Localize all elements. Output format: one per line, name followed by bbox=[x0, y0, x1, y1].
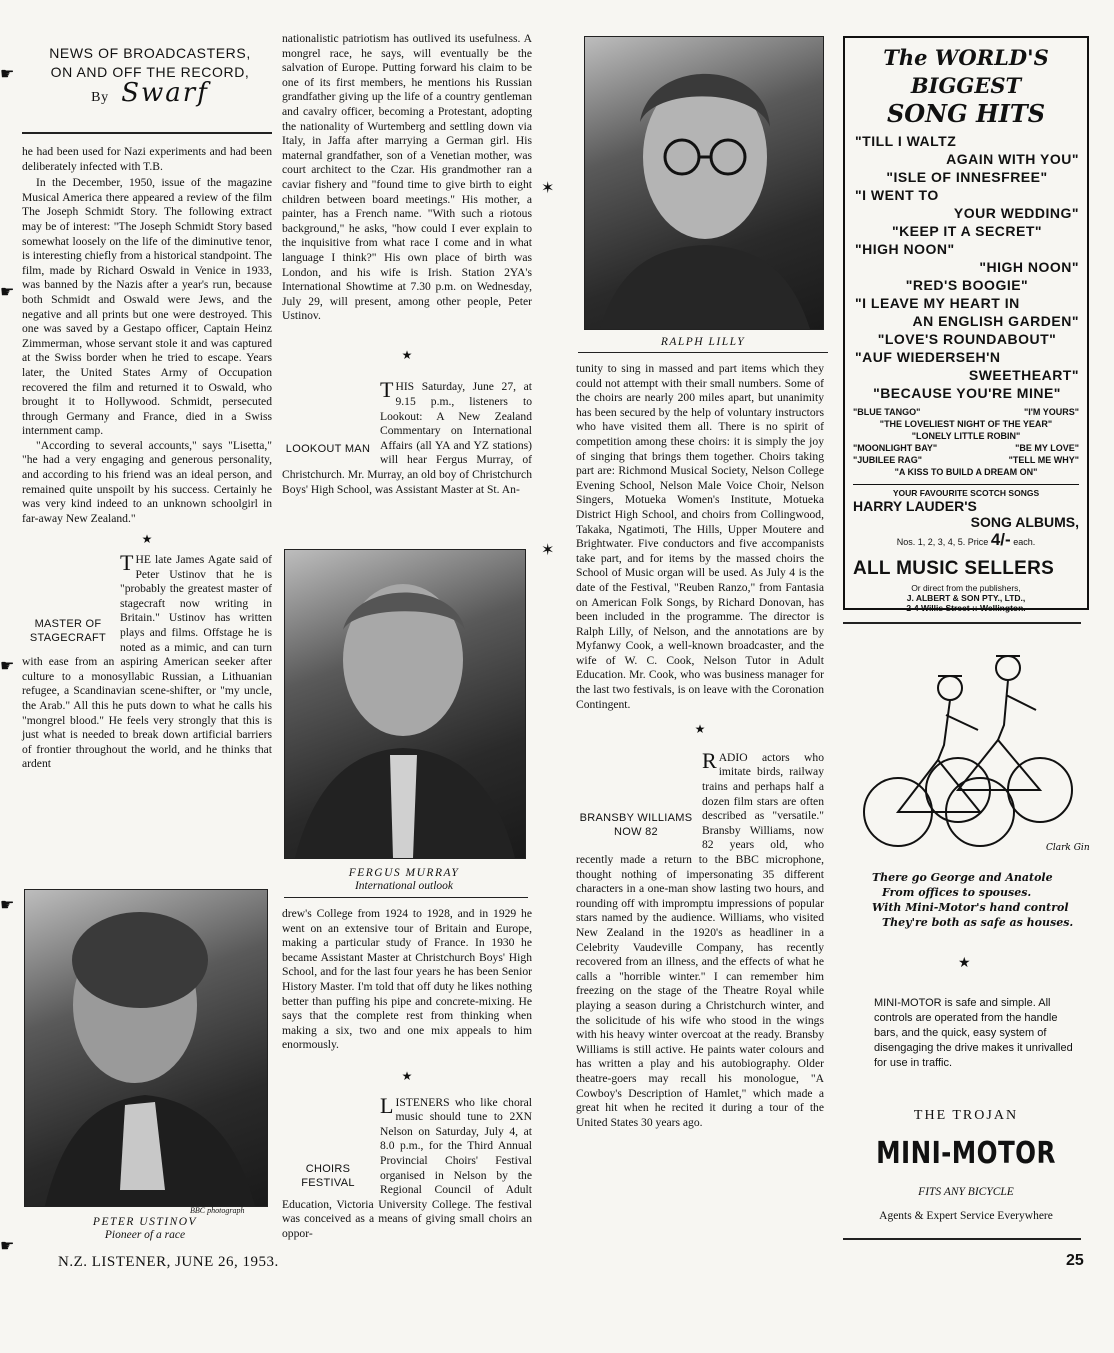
song-list bbox=[845, 128, 1087, 402]
ralph-lilly-caption bbox=[584, 336, 822, 349]
the-trojan: THE TROJAN bbox=[913, 1108, 1019, 1123]
lauder-line-1: HARRY LAUDER'S bbox=[853, 498, 977, 514]
author-signature: Swarf bbox=[121, 78, 209, 108]
peter-ustinov-caption bbox=[24, 1216, 266, 1242]
side-heading-master-of-stagecraft: MASTER OF STAGECRAFT bbox=[29, 618, 107, 645]
song-title: YOUR WEDDING" bbox=[953, 205, 1079, 221]
side-heading-choirs-festival: CHOIRS FESTIVAL bbox=[301, 1162, 355, 1189]
verse-line: From offices to spouses. bbox=[882, 886, 1032, 899]
peter-ustinov-photo bbox=[24, 889, 268, 1207]
song-title: "BECAUSE YOU'RE MINE" bbox=[873, 385, 1061, 401]
ralph-lilly-photo bbox=[584, 36, 824, 330]
song-title: "TILL I WALTZ bbox=[855, 133, 957, 149]
separator-star: ★ bbox=[401, 347, 413, 362]
scotch-songs-block bbox=[853, 484, 1079, 550]
mini-motor-body-text: is safe and simple. All controls are operated from the handle bars, and the quick, easy system of disengaging the drive makes it unrivalled for use in traffic. bbox=[874, 997, 1073, 1069]
publisher-note: Or direct from the publishers, bbox=[911, 583, 1021, 593]
song-title: AN ENGLISH GARDEN" bbox=[912, 313, 1079, 329]
song-title: "THE LOVELIEST NIGHT OF THE YEAR" bbox=[879, 419, 1053, 429]
song-title: "A KISS TO BUILD A DREAM ON" bbox=[894, 467, 1038, 477]
mini-motor-verse bbox=[872, 870, 1082, 930]
ad-divider bbox=[843, 622, 1081, 624]
price-each: each. bbox=[1013, 537, 1036, 547]
song-title: "HIGH NOON" bbox=[979, 259, 1079, 275]
song-title: "LOVE'S ROUNDABOUT" bbox=[877, 331, 1057, 347]
song-title: "I'M YOURS" bbox=[1023, 407, 1079, 417]
photo-credit: BBC photograph bbox=[190, 1206, 245, 1215]
caption-name: FERGUS MURRAY bbox=[348, 867, 460, 879]
fits-any-bicycle: FITS ANY BICYCLE bbox=[918, 1186, 1014, 1198]
song-title: "HIGH NOON" bbox=[855, 241, 955, 257]
col1-paragraph-1: he had been used for Nazi experiments and had been deliberately infected with T.B. bbox=[22, 145, 272, 173]
by-label: By bbox=[91, 90, 109, 105]
pointer-hand-icon: ☛ bbox=[0, 897, 15, 914]
scotch-line: YOUR FAVOURITE SCOTCH SONGS bbox=[892, 488, 1040, 498]
col1-paragraph-4: THE late James Agate said of Peter Ustinov that he is "probably the greatest master of stagecraft now writing in Britain." Ustinov has written plays and films. Offstage he is noted as a mimic, and can turn with ease from an aspiring American seeker after culture to a monosyllabic Russian, a Lithuanian refugee, a Scandinavian scene-shifter, or "my uncle, the Arab." All this he puts down to what he calls his "mongrel blood." He feels very strongly that this is just what is needed to break down artificial barriers of frontier throughout the world, and he thinks that ardent bbox=[22, 550, 272, 771]
caption-rule bbox=[284, 897, 528, 898]
song-title: "ISLE OF INNESFREE" bbox=[886, 169, 1048, 185]
song-title: "I LEAVE MY HEART IN bbox=[855, 295, 1020, 311]
col3-paragraph-1: tunity to sing in massed and part items which they could not attempt with their small numbers. Some of the choirs are nearly 200 miles apart, but unanimity has been secured by the help of voluntary instructors who have visited them all. There is no spirit of competition among these choirs: it is simply the joy of singing that brings them together. Choirs taking part are: Richmond Musical Society, Nelson College Evening School, Nelson Male Voice Choir, Nelson Singers, Motueka Women's Institute, Motueka District High School, and choirs from Collingwood, Takaka, Ngatimoti, The Hills, Upper Moutere and Brightwater. Five conductors and five accompanists take part, and for items by the massed choirs the School of Music organ will be used. As July 4 is the date of the Festival, "Reuben Ranzo," from Fantasia on American Folk Songs, by Richard Donovan, has been included in the programme. The director is Ralph Lilly, of Nelson, and the annotations are by Myfanwy Cook, a well-known broadcaster, and the wife of W. C. Cook, Nelson Tutor in Adult Education. Mr. Cook, who was business manager for the last two festivals, is on leave with the Coronation Contingent. bbox=[576, 362, 824, 711]
caption-name: RALPH LILLY bbox=[660, 336, 746, 348]
side-heading-bransby-williams bbox=[576, 811, 696, 839]
song-title: "BLUE TANGO" bbox=[853, 407, 921, 417]
column-heading bbox=[24, 44, 276, 107]
page-number: 25 bbox=[1066, 1252, 1084, 1269]
song-title: "RED'S BOOGIE" bbox=[905, 277, 1029, 293]
pointer-hand-icon: ☛ bbox=[0, 66, 15, 83]
col2-paragraph-4: LISTENERS who like choral music should tune to 2XN Nelson on Saturday, July 4, at 8.0 p.m., for the Third Annual Provincial Choirs' Festival organised in Nelson by the Regional Council of Adult Education, Victoria University College. The festival was conceived as a means of giving small choirs an oppor- bbox=[282, 1092, 532, 1240]
song-title: "TELL ME WHY" bbox=[1008, 455, 1079, 465]
side-heading-line-2: NOW 82 bbox=[614, 825, 658, 838]
portrait-silhouette bbox=[285, 550, 525, 858]
col3-paragraph-2: RADIO actors who imitate birds, railway trains and perhaps half a dozen film stars are often described as "versatile." Bransby Williams, now 82 years old, who recently made a return to the BBC microphone, thought nothing of impersonating 35 different characters in a one-man show lasting two hours, and rounding off with impromptu impressions of popular stars named by the audience. Williams, who visited New Zealand in the 1920's as headliner in a Celebrity Vaudeville Company, has recently recovered from an illness, and the effects of what he calls a "horrible winter." I can remember him freezing on the stage of the Theatre Royal while playing a season during a Christchurch winter, and the solicitude of his wife who stood in the wings with his heavy winter overcoat at the ready. Bransby Williams is still active. He paints water colours and has written a play and his autobiography. Older theatre-goers may recall his monologue, "A Cowboy's Description of Hamlet," which made a great hit when he recited it during a tour of the United States 30 years ago. bbox=[576, 747, 824, 1129]
col1-paragraph-2: In the December, 1950, issue of the magazine Musical America there appeared a review of the film The Joseph Schmidt Story. The following extract may be of interest: "The Joseph Schmidt Story based somewhat loosely on the life of the diminutive tenor, is interesting chiefly from a historical standpoint. The film, made by Richard Oswald in Venice in 1933, was banned by the Nazis after a year's run, because both Schmidt and Oswald were Jews, and the negative and all prints but one were destroyed. This one was saved by a Gestapo officer, Captain Heinz Zimmerman, whose servant stole it and was captured at the Swiss border when he tried to escape. Years later, the United States Army of Occupation recovered the film and returned it to Oswald, who brought it to Hollywood. Schmidt, persecuted through Germany and France, died in a Swiss internment camp. bbox=[22, 176, 272, 438]
col2-paragraph-1: nationalistic patriotism has outlived its usefulness. A mongrel race, he says, will eventually be the salvation of Europe. Putting forward his claim to be one of its first members, he mentions his Russian grandfather giving up the life of a country gentleman and cavalry officer, becoming a Protestant, adopting the nationality of Wurtemberg and settling down via Italy, in Jaffa after marrying a German girl. His maternal grandfather, son of a Venetian mother, was court architect to the Czar. His grandmother ran a caviar fishery and "found time to give birth to eight children between board meetings." His mother, a painter, has a French name. "With such a riotous background," he asks, "how could I ever explain to the inquisitive from what race I come and in what language I think?" His own place of birth was London, and his wife is Irish. Station 2YA's International Showtime at 7.30 p.m. on Wednesday, July 29, will present, among other people, Peter Ustinov. bbox=[282, 32, 532, 323]
ad-bottom-rule bbox=[843, 1238, 1081, 1240]
caption-rule bbox=[578, 352, 828, 353]
song-title: "MOONLIGHT BAY" bbox=[853, 443, 938, 453]
mini-motor-lead: MINI-MOTOR bbox=[874, 997, 942, 1009]
pointer-hand-icon: ☛ bbox=[0, 284, 15, 301]
song-title: "BE MY LOVE" bbox=[1015, 443, 1079, 453]
column-1-text bbox=[22, 145, 272, 772]
col2-paragraph-2: THIS Saturday, June 27, at 9.15 p.m., listeners to Lookout: A New Zealand Commentary on International Affairs (all YA and YZ stations) will hear Fergus Murray, of Christchurch. Mr. Murray, an old boy of Christchurch Boys' High School, was Assistant Master at St. An- bbox=[282, 377, 532, 496]
column-3-text bbox=[576, 362, 824, 1130]
side-heading-line-1: BRANSBY WILLIAMS bbox=[579, 811, 693, 824]
address-separator: :: bbox=[971, 603, 978, 613]
col2-paragraph-3: drew's College from 1924 to 1928, and in 1929 he went on an extensive tour of Britain and Europe, making a particular study of France. In 1930 he became Assistant Master at Christchurch Boys' High School, and for the last four years he has been Senior History Master. I'm told that off duty he likes nothing better than puffing his pipe and concrete-mixing. He says that the complete rest from thinking when making a six, two and one mix appeals to him enormously. bbox=[282, 907, 532, 1052]
publication-footer: N.Z. LISTENER, JUNE 26, 1953. bbox=[58, 1254, 279, 1270]
verse-line: With Mini-Motor's hand control bbox=[872, 901, 1069, 914]
ad-title-line-1: The WORLD'S BIGGEST bbox=[883, 45, 1049, 98]
col1-paragraph-3: "According to several accounts," says "Lisetta," "he had a very engaging and generous personality, and according to his friend was an ideal person, and remained quite unspoilt by his success. Certainly he was very kind indeed to an unknown schoolgirl in far-away New Zealand." bbox=[22, 438, 272, 525]
caption-subtitle: International outlook bbox=[354, 880, 454, 892]
song-title: SWEETHEART" bbox=[968, 367, 1079, 383]
song-title: "KEEP IT A SECRET" bbox=[891, 223, 1043, 239]
verse-line: They're both as safe as houses. bbox=[882, 916, 1074, 929]
song-title: "I WENT TO bbox=[855, 187, 939, 203]
separator-star: ★ bbox=[401, 1068, 413, 1083]
pointer-hand-icon: ☛ bbox=[0, 1238, 15, 1255]
column-2-lower-text bbox=[282, 907, 532, 1241]
cyclists-drawing bbox=[858, 640, 1090, 858]
mini-motor-brand: MINI-MOTOR bbox=[876, 1136, 1056, 1171]
lauder-line-2: SONG ALBUMS, bbox=[970, 514, 1079, 530]
song-title: AGAIN WITH YOU" bbox=[946, 151, 1079, 167]
fergus-murray-photo bbox=[284, 549, 526, 859]
ad-title-line-2: SONG HITS bbox=[886, 99, 1046, 128]
small-song-list bbox=[845, 402, 1087, 478]
column-title-line-1: NEWS OF BROADCASTERS, bbox=[49, 45, 251, 61]
artist-signature: Clark Gin bbox=[1046, 843, 1090, 853]
separator-star: ★ bbox=[141, 532, 153, 547]
column-2-text bbox=[282, 32, 532, 497]
star-marker-icon: ✶ bbox=[541, 542, 555, 559]
portrait-silhouette bbox=[585, 37, 823, 329]
bicycle-illustration bbox=[858, 640, 1090, 858]
caption-name: PETER USTINOV bbox=[92, 1216, 198, 1228]
pointer-hand-icon: ☛ bbox=[0, 658, 15, 675]
song-hits-advertisement bbox=[843, 36, 1089, 613]
star-marker-icon: ✶ bbox=[541, 180, 555, 197]
album-numbers: Nos. 1, 2, 3, 4, 5. Price bbox=[896, 537, 989, 547]
agents-line: Agents & Expert Service Everywhere bbox=[879, 1210, 1053, 1222]
publisher-street: 2-4 Willis Street bbox=[906, 603, 970, 613]
verse-line: There go George and Anatole bbox=[872, 871, 1053, 884]
publisher-city: Wellington. bbox=[980, 603, 1026, 613]
side-heading-lookout-man: LOOKOUT MAN bbox=[285, 443, 371, 456]
heading-rule bbox=[22, 132, 272, 134]
publisher-name: J. ALBERT & SON PTY., LTD., bbox=[906, 593, 1026, 603]
all-music-sellers: ALL MUSIC SELLERS bbox=[853, 558, 1055, 579]
ad-star: ★ bbox=[958, 956, 971, 971]
ad-title bbox=[845, 44, 1087, 128]
song-title: "JUBILEE RAG" bbox=[853, 455, 923, 465]
song-title: "LONELY LITTLE ROBIN" bbox=[911, 431, 1021, 441]
album-price: 4/- bbox=[990, 530, 1011, 549]
separator-star: ★ bbox=[694, 722, 706, 737]
song-title: "AUF WIEDERSEH'N bbox=[855, 349, 1001, 365]
mini-motor-body bbox=[874, 996, 1074, 1071]
caption-subtitle: Pioneer of a race bbox=[104, 1229, 186, 1241]
portrait-silhouette bbox=[25, 890, 267, 1206]
fergus-murray-caption bbox=[284, 867, 524, 893]
column-title-line-2: ON AND OFF THE RECORD, bbox=[50, 64, 250, 80]
